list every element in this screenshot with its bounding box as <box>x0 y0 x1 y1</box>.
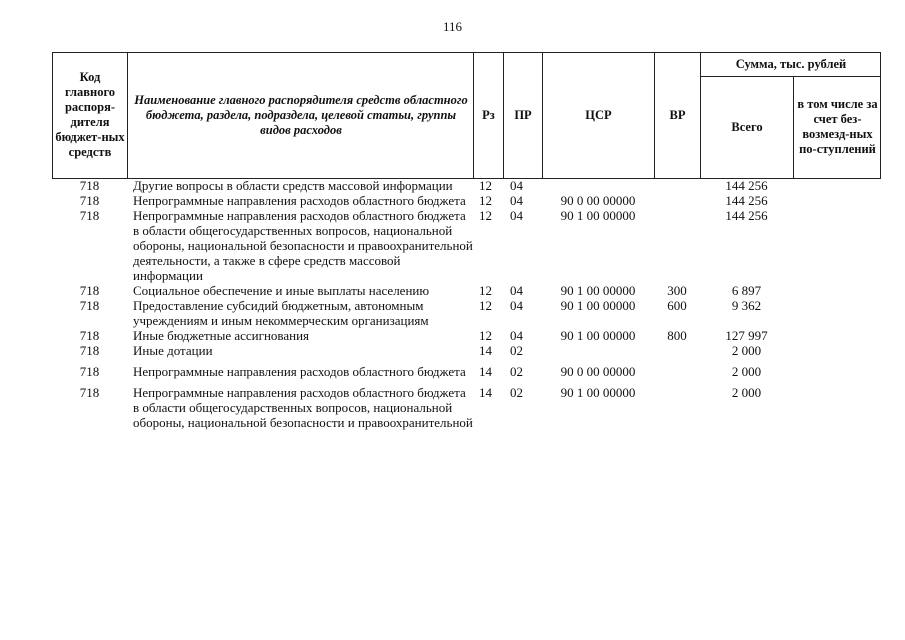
row-code: 718 <box>79 385 100 400</box>
table-row <box>52 178 880 193</box>
row-csr: 90 0 00 00000 <box>560 364 636 379</box>
row-rz: 12 <box>479 178 492 193</box>
budget-table-body <box>52 178 880 430</box>
page-number: 116 <box>442 19 463 34</box>
header-name: Наименование главного распорядителя средств областного бюджета, раздела, подраздела, целевой статьи, группы видов расходов <box>134 92 468 137</box>
row-name: Другие вопросы в области средств массовой информации <box>133 178 453 193</box>
row-free-receipts <box>793 358 880 379</box>
row-name: Предоставление субсидий бюджетным, автономным учреждениям и иным некоммерческим организациям <box>133 298 429 328</box>
table-row <box>52 193 880 208</box>
row-total: 144 256 <box>725 193 768 208</box>
row-total: 2 000 <box>731 385 762 400</box>
row-rz: 12 <box>479 283 492 298</box>
table-row <box>52 208 880 283</box>
header-code: Код главного распоря-дителя бюджет-ных средств <box>55 70 125 159</box>
header-free-receipts: в том числе за счет без-возмезд-ных по-ступлений <box>797 97 878 156</box>
row-vr <box>654 379 700 430</box>
table-row <box>52 358 880 379</box>
row-csr: 90 1 00 00000 <box>560 298 636 313</box>
header-vr: ВР <box>669 107 686 122</box>
row-total: 2 000 <box>731 343 762 358</box>
row-rz: 12 <box>479 208 492 223</box>
row-rz: 12 <box>479 193 492 208</box>
row-csr: 90 1 00 00000 <box>560 328 636 343</box>
row-code: 718 <box>79 178 100 193</box>
row-code: 718 <box>79 208 100 223</box>
row-name: Непрограммные направления расходов областного бюджета <box>133 193 466 208</box>
row-csr <box>542 343 654 358</box>
row-free-receipts <box>793 379 880 430</box>
row-code: 718 <box>79 193 100 208</box>
row-free-receipts <box>793 283 880 298</box>
row-pr: 02 <box>510 343 523 358</box>
row-pr: 04 <box>510 178 523 193</box>
row-rz: 12 <box>479 328 492 343</box>
row-total: 127 997 <box>725 328 768 343</box>
row-name: Иные дотации <box>133 343 213 358</box>
row-free-receipts <box>793 193 880 208</box>
row-csr: 90 0 00 00000 <box>560 193 636 208</box>
header-rz: Рз <box>482 107 495 122</box>
row-name: Иные бюджетные ассигнования <box>133 328 310 343</box>
row-free-receipts <box>793 343 880 358</box>
row-rz: 14 <box>479 343 492 358</box>
header-pr: ПР <box>514 107 532 122</box>
header-csr: ЦСР <box>585 107 612 122</box>
row-vr: 600 <box>667 298 687 313</box>
row-rz: 12 <box>479 298 492 313</box>
row-rz: 14 <box>479 385 492 400</box>
table-row <box>52 283 880 298</box>
row-total: 2 000 <box>731 364 762 379</box>
row-free-receipts <box>793 328 880 343</box>
row-pr: 02 <box>510 364 523 379</box>
row-csr: 90 1 00 00000 <box>560 385 636 400</box>
row-vr <box>654 193 700 208</box>
row-total: 6 897 <box>731 283 762 298</box>
row-vr <box>654 208 700 283</box>
table-row <box>52 343 880 358</box>
table-row <box>52 379 880 430</box>
row-code: 718 <box>79 298 100 313</box>
table-row <box>52 328 880 343</box>
row-code: 718 <box>79 364 100 379</box>
row-name: Социальное обеспечение и иные выплаты населению <box>133 283 430 298</box>
row-code: 718 <box>79 343 100 358</box>
row-csr <box>542 178 654 193</box>
row-vr <box>654 343 700 358</box>
header-sum-group: Сумма, тыс. рублей <box>735 57 847 71</box>
row-total: 144 256 <box>725 208 768 223</box>
table-row <box>52 298 880 328</box>
row-csr: 90 1 00 00000 <box>560 208 636 223</box>
row-name: Непрограммные направления расходов областного бюджета <box>133 364 466 379</box>
row-csr: 90 1 00 00000 <box>560 283 636 298</box>
row-vr <box>654 178 700 193</box>
row-name: Непрограммные направления расходов областного бюджета в области общегосударственных вопросов, национальной обороны, национальной безопасности и правоохранительной <box>133 385 473 430</box>
row-pr: 04 <box>510 208 523 223</box>
row-pr: 04 <box>510 283 523 298</box>
row-rz: 14 <box>479 364 492 379</box>
row-code: 718 <box>79 328 100 343</box>
row-total: 144 256 <box>725 178 768 193</box>
row-vr: 300 <box>667 283 687 298</box>
row-pr: 04 <box>510 298 523 313</box>
row-pr: 04 <box>510 328 523 343</box>
row-free-receipts <box>793 298 880 328</box>
row-free-receipts <box>793 208 880 283</box>
header-total: Всего <box>731 119 763 134</box>
row-free-receipts <box>793 178 880 193</box>
row-pr: 04 <box>510 193 523 208</box>
row-name: Непрограммные направления расходов областного бюджета в области общегосударственных вопросов, национальной обороны, национальной безопасности и правоохранительной деятельности, а также в сфере средств массовой информации <box>133 208 473 283</box>
row-vr <box>654 358 700 379</box>
row-total: 9 362 <box>731 298 762 313</box>
row-pr: 02 <box>510 385 523 400</box>
row-vr: 800 <box>667 328 687 343</box>
row-code: 718 <box>79 283 100 298</box>
